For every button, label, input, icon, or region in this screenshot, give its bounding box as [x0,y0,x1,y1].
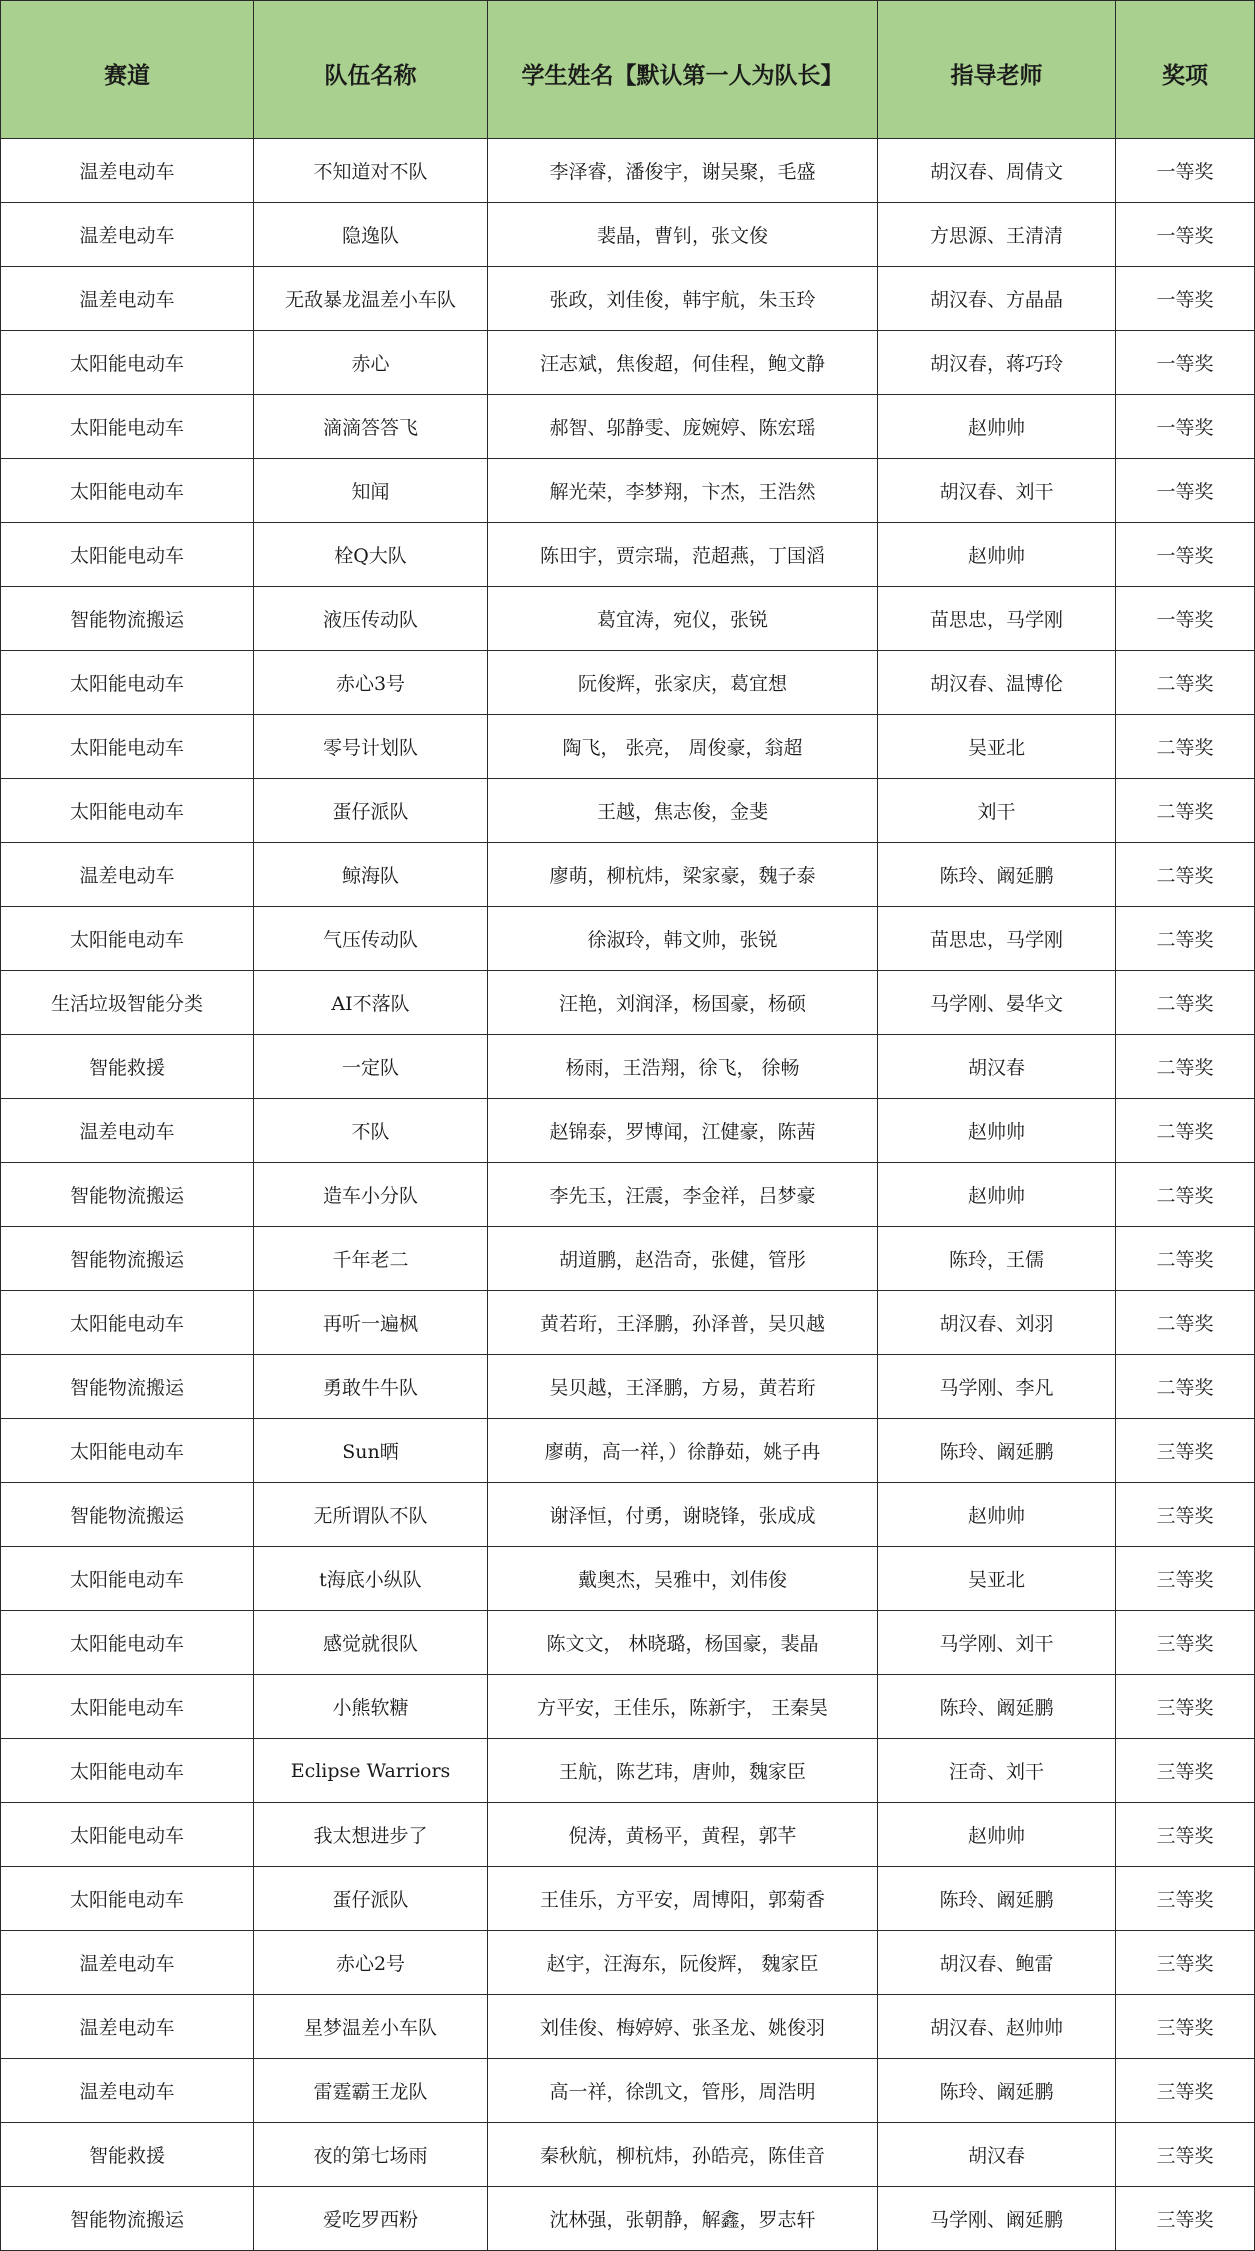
student-names-cell: 王佳乐，方平安，周博阳，郭菊香 [488,1867,878,1931]
advisor-cell: 陈玲、阚延鹏 [878,1867,1116,1931]
header-track: 赛道 [1,1,254,139]
student-names-cell: 倪涛，黄杨平，黄程，郭芊 [488,1803,878,1867]
advisor-cell: 胡汉春 [878,2123,1116,2187]
table-row [1,587,1255,651]
table-row [1,651,1255,715]
team-name-cell: 爱吃罗西粉 [254,2187,488,2251]
team-name-cell: 零号计划队 [254,715,488,779]
track-cell: 温差电动车 [1,1995,254,2059]
advisor-cell: 汪奇、刘干 [878,1739,1116,1803]
team-name-cell: 感觉就很队 [254,1611,488,1675]
advisor-cell: 胡汉春、周倩文 [878,139,1116,203]
team-name-cell: 千年老二 [254,1227,488,1291]
table-row [1,1675,1255,1739]
student-names-cell: 黄若珩，王泽鹏，孙泽普，吴贝越 [488,1291,878,1355]
advisor-cell: 赵帅帅 [878,1803,1116,1867]
student-names-cell: 胡道鹏，赵浩奇，张健，管彤 [488,1227,878,1291]
team-name-cell: 星梦温差小车队 [254,1995,488,2059]
award-cell: 三等奖 [1116,1995,1255,2059]
track-cell: 温差电动车 [1,2059,254,2123]
track-cell: 生活垃圾智能分类 [1,971,254,1035]
award-cell: 二等奖 [1116,1227,1255,1291]
award-cell: 二等奖 [1116,1163,1255,1227]
track-cell: 太阳能电动车 [1,395,254,459]
advisor-cell: 赵帅帅 [878,523,1116,587]
student-names-cell: 戴奥杰，吴雅中，刘伟俊 [488,1547,878,1611]
track-cell: 太阳能电动车 [1,1419,254,1483]
team-name-cell: 赤心3号 [254,651,488,715]
team-name-cell: 蛋仔派队 [254,1867,488,1931]
advisor-cell: 陈玲，王儒 [878,1227,1116,1291]
award-cell: 二等奖 [1116,651,1255,715]
track-cell: 智能物流搬运 [1,587,254,651]
advisor-cell: 胡汉春 [878,1035,1116,1099]
advisor-cell: 赵帅帅 [878,1099,1116,1163]
advisor-cell: 马学刚、李凡 [878,1355,1116,1419]
header-advisor: 指导老师 [878,1,1116,139]
track-cell: 太阳能电动车 [1,1867,254,1931]
award-cell: 三等奖 [1116,1931,1255,1995]
header-student-names: 学生姓名【默认第一人为队长】 [488,1,878,139]
advisor-cell: 方思源、王清清 [878,203,1116,267]
track-cell: 太阳能电动车 [1,907,254,971]
advisor-cell: 陈玲、阚延鹏 [878,2059,1116,2123]
table-row [1,139,1255,203]
award-cell: 三等奖 [1116,1419,1255,1483]
student-names-cell: 汪志斌，焦俊超，何佳程，鲍文静 [488,331,878,395]
student-names-cell: 高一祥，徐凯文，管彤，周浩明 [488,2059,878,2123]
table-row [1,971,1255,1035]
advisor-cell: 陈玲、阚延鹏 [878,1675,1116,1739]
team-name-cell: 我太想进步了 [254,1803,488,1867]
student-names-cell: 陶飞， 张亮， 周俊豪，翁超 [488,715,878,779]
table-row [1,1419,1255,1483]
advisor-cell: 刘干 [878,779,1116,843]
track-cell: 太阳能电动车 [1,715,254,779]
track-cell: 温差电动车 [1,267,254,331]
team-name-cell: 无敌暴龙温差小车队 [254,267,488,331]
table-row [1,1867,1255,1931]
award-cell: 二等奖 [1116,779,1255,843]
track-cell: 智能救援 [1,1035,254,1099]
table-row [1,1099,1255,1163]
team-name-cell: 雷霆霸王龙队 [254,2059,488,2123]
student-names-cell: 陈田宇，贾宗瑞，范超燕，丁国滔 [488,523,878,587]
header-row [1,1,1255,139]
header-award: 奖项 [1116,1,1255,139]
track-cell: 太阳能电动车 [1,523,254,587]
table-row [1,395,1255,459]
track-cell: 太阳能电动车 [1,459,254,523]
student-names-cell: 阮俊辉，张家庆，葛宜想 [488,651,878,715]
award-cell: 二等奖 [1116,1099,1255,1163]
team-name-cell: 栓Q大队 [254,523,488,587]
student-names-cell: 解光荣，李梦翔，卞杰，王浩然 [488,459,878,523]
advisor-cell: 陈玲、阚延鹏 [878,1419,1116,1483]
track-cell: 太阳能电动车 [1,1291,254,1355]
student-names-cell: 沈林强，张朝静，解鑫，罗志轩 [488,2187,878,2251]
table-row [1,1355,1255,1419]
award-cell: 三等奖 [1116,1867,1255,1931]
award-cell: 三等奖 [1116,1547,1255,1611]
advisor-cell: 马学刚、阚延鹏 [878,2187,1116,2251]
student-names-cell: 裴晶，曹钊，张文俊 [488,203,878,267]
track-cell: 温差电动车 [1,1099,254,1163]
advisor-cell: 胡汉春、刘干 [878,459,1116,523]
student-names-cell: 赵宇，汪海东，阮俊辉， 魏家臣 [488,1931,878,1995]
team-name-cell: 不队 [254,1099,488,1163]
table-body [1,139,1255,2251]
student-names-cell: 王越，焦志俊，金斐 [488,779,878,843]
track-cell: 太阳能电动车 [1,779,254,843]
student-names-cell: 徐淑玲，韩文帅，张锐 [488,907,878,971]
table-row [1,1803,1255,1867]
student-names-cell: 廖萌，柳杭炜，梁家豪，魏子泰 [488,843,878,907]
award-cell: 一等奖 [1116,523,1255,587]
award-cell: 三等奖 [1116,1611,1255,1675]
track-cell: 太阳能电动车 [1,1547,254,1611]
track-cell: 智能物流搬运 [1,1227,254,1291]
table-row [1,331,1255,395]
award-cell: 三等奖 [1116,2059,1255,2123]
advisor-cell: 马学刚、晏华文 [878,971,1116,1035]
student-names-cell: 方平安，王佳乐，陈新宇， 王秦昊 [488,1675,878,1739]
team-name-cell: 赤心2号 [254,1931,488,1995]
track-cell: 智能物流搬运 [1,2187,254,2251]
track-cell: 温差电动车 [1,139,254,203]
table-row [1,523,1255,587]
track-cell: 太阳能电动车 [1,331,254,395]
table-row [1,2059,1255,2123]
award-cell: 一等奖 [1116,331,1255,395]
track-cell: 太阳能电动车 [1,1675,254,1739]
team-name-cell: t海底小纵队 [254,1547,488,1611]
team-name-cell: 夜的第七场雨 [254,2123,488,2187]
student-names-cell: 郝智、邬静雯、庞婉婷、陈宏瑶 [488,395,878,459]
advisor-cell: 吴亚北 [878,1547,1116,1611]
advisor-cell: 胡汉春、赵帅帅 [878,1995,1116,2059]
student-names-cell: 张政，刘佳俊，韩宇航，朱玉玲 [488,267,878,331]
team-name-cell: 鲸海队 [254,843,488,907]
track-cell: 温差电动车 [1,843,254,907]
student-names-cell: 李先玉，汪震，李金祥，吕梦豪 [488,1163,878,1227]
advisor-cell: 胡汉春、方晶晶 [878,267,1116,331]
track-cell: 太阳能电动车 [1,1803,254,1867]
student-names-cell: 葛宜涛，宛仪，张锐 [488,587,878,651]
award-cell: 二等奖 [1116,1355,1255,1419]
advisor-cell: 赵帅帅 [878,1163,1116,1227]
track-cell: 温差电动车 [1,1931,254,1995]
table-row [1,715,1255,779]
team-name-cell: 液压传动队 [254,587,488,651]
award-cell: 一等奖 [1116,587,1255,651]
team-name-cell: 一定队 [254,1035,488,1099]
student-names-cell: 杨雨，王浩翔，徐飞， 徐畅 [488,1035,878,1099]
award-cell: 一等奖 [1116,459,1255,523]
student-names-cell: 廖萌，高一祥，）徐静茹，姚子冉 [488,1419,878,1483]
table-row [1,843,1255,907]
table-row [1,779,1255,843]
advisor-cell: 胡汉春、刘羽 [878,1291,1116,1355]
advisor-cell: 陈玲、阚延鹏 [878,843,1116,907]
table-row [1,2187,1255,2251]
student-names-cell: 王航，陈艺玮，唐帅，魏家臣 [488,1739,878,1803]
track-cell: 智能物流搬运 [1,1163,254,1227]
student-names-cell: 谢泽恒，付勇，谢晓锋，张成成 [488,1483,878,1547]
advisor-cell: 赵帅帅 [878,395,1116,459]
track-cell: 温差电动车 [1,203,254,267]
track-cell: 智能物流搬运 [1,1483,254,1547]
advisor-cell: 胡汉春、鲍雷 [878,1931,1116,1995]
award-cell: 二等奖 [1116,715,1255,779]
table-row [1,1291,1255,1355]
table-row [1,1483,1255,1547]
award-cell: 二等奖 [1116,907,1255,971]
award-cell: 三等奖 [1116,2123,1255,2187]
table-row [1,1547,1255,1611]
track-cell: 智能救援 [1,2123,254,2187]
student-names-cell: 李泽睿，潘俊宇，谢吴聚，毛盛 [488,139,878,203]
advisor-cell: 马学刚、刘干 [878,1611,1116,1675]
award-cell: 二等奖 [1116,843,1255,907]
award-cell: 一等奖 [1116,267,1255,331]
table-row [1,267,1255,331]
award-cell: 三等奖 [1116,1739,1255,1803]
student-names-cell: 赵锦泰，罗博闻，江健豪，陈茜 [488,1099,878,1163]
table-row [1,2123,1255,2187]
team-name-cell: 无所谓队不队 [254,1483,488,1547]
student-names-cell: 吴贝越，王泽鹏，方易，黄若珩 [488,1355,878,1419]
team-name-cell: 隐逸队 [254,203,488,267]
team-name-cell: 再听一遍枫 [254,1291,488,1355]
advisor-cell: 赵帅帅 [878,1483,1116,1547]
team-name-cell: 赤心 [254,331,488,395]
team-name-cell: Eclipse Warriors [254,1739,488,1803]
award-cell: 二等奖 [1116,1291,1255,1355]
team-name-cell: 气压传动队 [254,907,488,971]
track-cell: 太阳能电动车 [1,1611,254,1675]
advisor-cell: 苗思忠，马学刚 [878,907,1116,971]
header-team-name: 队伍名称 [254,1,488,139]
advisor-cell: 胡汉春、温博伦 [878,651,1116,715]
track-cell: 智能物流搬运 [1,1355,254,1419]
award-cell: 三等奖 [1116,1803,1255,1867]
team-name-cell: 小熊软糖 [254,1675,488,1739]
advisor-cell: 吴亚北 [878,715,1116,779]
team-name-cell: 知闻 [254,459,488,523]
track-cell: 太阳能电动车 [1,1739,254,1803]
team-name-cell: 勇敢牛牛队 [254,1355,488,1419]
award-cell: 二等奖 [1116,971,1255,1035]
advisor-cell: 胡汉春，蒋巧玲 [878,331,1116,395]
team-name-cell: 蛋仔派队 [254,779,488,843]
table-row [1,1163,1255,1227]
student-names-cell: 秦秋航，柳杭炜，孙皓亮，陈佳音 [488,2123,878,2187]
award-cell: 三等奖 [1116,1483,1255,1547]
team-name-cell: 不知道对不队 [254,139,488,203]
award-cell: 三等奖 [1116,2187,1255,2251]
advisor-cell: 苗思忠，马学刚 [878,587,1116,651]
team-name-cell: AI不落队 [254,971,488,1035]
award-cell: 三等奖 [1116,1675,1255,1739]
table-row [1,203,1255,267]
table-row [1,1611,1255,1675]
table-row [1,1035,1255,1099]
student-names-cell: 刘佳俊、梅婷婷、张圣龙、姚俊羽 [488,1995,878,2059]
table-row [1,1995,1255,2059]
track-cell: 太阳能电动车 [1,651,254,715]
award-cell: 一等奖 [1116,203,1255,267]
student-names-cell: 陈文文， 林晓璐，杨国豪，裴晶 [488,1611,878,1675]
award-cell: 一等奖 [1116,139,1255,203]
student-names-cell: 汪艳，刘润泽，杨国豪，杨硕 [488,971,878,1035]
team-name-cell: 造车小分队 [254,1163,488,1227]
team-name-cell: Sun晒 [254,1419,488,1483]
award-cell: 二等奖 [1116,1035,1255,1099]
award-cell: 一等奖 [1116,395,1255,459]
table-row [1,907,1255,971]
table-row [1,1931,1255,1995]
team-name-cell: 滴滴答答飞 [254,395,488,459]
table-row [1,459,1255,523]
table-row [1,1227,1255,1291]
table-row [1,1739,1255,1803]
